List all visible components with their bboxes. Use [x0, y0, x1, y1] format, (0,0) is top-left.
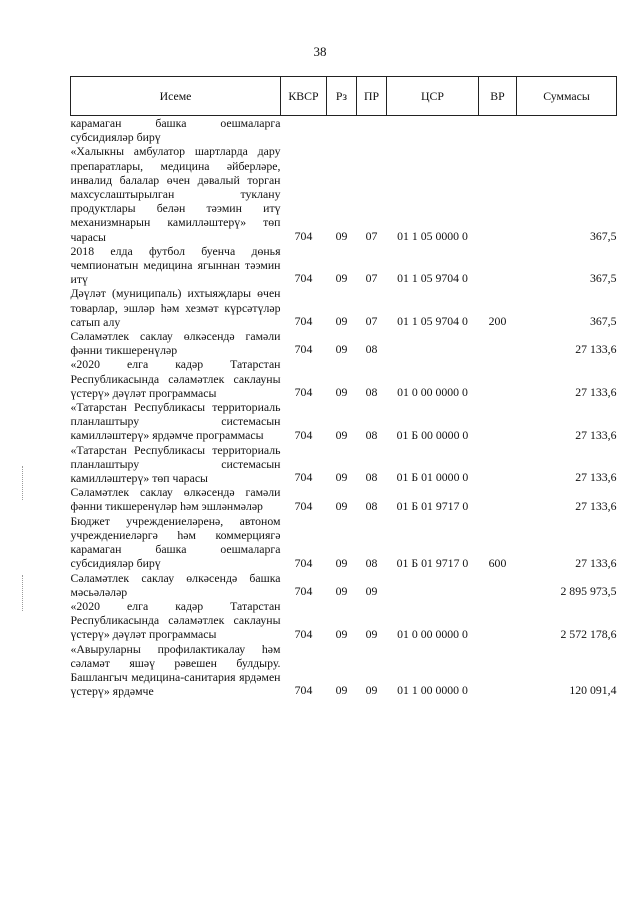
row-rz: 09 — [335, 626, 348, 641]
row-name: Сәламәтлек саклау өлкәсендә гамәли фәнни тикшеренүләр һәм эшләнмәләр — [70, 485, 281, 514]
row-rz: 09 — [335, 342, 348, 357]
row-pr: 07 — [365, 314, 378, 329]
row-kvsr: 704 — [294, 271, 313, 286]
row-pr: 08 — [365, 498, 378, 513]
table-row — [71, 400, 617, 443]
row-pr — [357, 116, 387, 145]
row-pr: 08 — [365, 385, 378, 400]
row-vr: 600 — [488, 555, 507, 570]
row-pr: 08 — [365, 342, 378, 357]
row-sum: 27 133,6 — [575, 385, 617, 400]
row-kvsr: 704 — [294, 427, 313, 442]
row-vr — [479, 116, 517, 145]
row-rz: 09 — [335, 385, 348, 400]
row-kvsr: 704 — [294, 583, 313, 598]
row-vr — [479, 357, 517, 400]
table-row — [71, 286, 617, 329]
row-rz: 09 — [335, 228, 348, 243]
table-row — [71, 485, 617, 513]
row-rz: 09 — [335, 427, 348, 442]
row-vr — [479, 329, 517, 357]
header-kvsr: КВСР — [281, 77, 327, 116]
row-kvsr: 704 — [294, 342, 313, 357]
row-csr: 01 1 05 0000 0 — [397, 228, 468, 243]
row-sum: 2 895 973,5 — [560, 583, 617, 598]
row-kvsr: 704 — [294, 228, 313, 243]
table-row — [71, 116, 617, 145]
row-kvsr — [281, 116, 327, 145]
table-row — [71, 514, 617, 571]
row-csr: 01 Б 01 0000 0 — [396, 470, 469, 485]
row-rz: 09 — [335, 683, 348, 698]
row-sum: 27 133,6 — [575, 555, 617, 570]
row-csr: 01 Б 00 0000 0 — [396, 427, 469, 442]
row-vr — [479, 599, 517, 642]
row-name: Сәламәтлек саклау өлкәсендә гамәли фәнни тикшеренүләр — [70, 329, 281, 358]
row-pr: 09 — [365, 626, 378, 641]
row-vr — [479, 400, 517, 443]
row-csr: 01 0 00 0000 0 — [397, 626, 468, 641]
row-csr — [387, 571, 479, 599]
row-sum: 120 091,4 — [569, 683, 617, 698]
row-pr: 07 — [365, 271, 378, 286]
row-kvsr: 704 — [294, 385, 313, 400]
row-kvsr: 704 — [294, 470, 313, 485]
row-csr — [387, 329, 479, 357]
row-name: Сәламәтлек саклау өлкәсендә башка мәсьәләләр — [70, 570, 281, 599]
binding-margin-marks — [22, 0, 28, 905]
row-pr: 08 — [365, 470, 378, 485]
row-rz: 09 — [335, 314, 348, 329]
row-name: «Авыруларны профилактикалау һәм сәламәт яшәү рәвешен булдыру. Башлангыч медицина-санитария ярдәмен үстерү» ярдәмче — [70, 641, 281, 699]
row-name: «Татарстан Республикасы территориаль планлаштыру системасын камилләштерү» ярдәмче программасы — [70, 400, 281, 443]
row-sum: 27 133,6 — [575, 498, 617, 513]
row-pr: 08 — [365, 555, 378, 570]
row-csr: 01 Б 01 9717 0 — [396, 555, 469, 570]
row-rz: 09 — [335, 271, 348, 286]
row-sum: 367,5 — [589, 228, 617, 243]
row-vr — [479, 571, 517, 599]
table-row — [71, 443, 617, 486]
row-pr: 07 — [365, 228, 378, 243]
row-rz: 09 — [335, 583, 348, 598]
row-name: 2018 елда футбол буенча дөнья чемпионатын медицина ягыннан тәэмин итү — [70, 243, 281, 287]
row-sum: 367,5 — [589, 314, 617, 329]
header-name: Исеме — [71, 77, 281, 116]
row-sum: 27 133,6 — [575, 342, 617, 357]
row-name: карамаган башка оешмаларга субсидияләр бирү — [70, 116, 281, 145]
table-row — [71, 357, 617, 400]
row-rz: 09 — [335, 555, 348, 570]
row-kvsr: 704 — [294, 555, 313, 570]
row-rz: 09 — [335, 498, 348, 513]
row-csr: 01 1 05 9704 0 — [397, 271, 468, 286]
row-name: «2020 елга кадәр Татарстан Республикасында сәламәтлек саклауны үстерү» дәүләт программасы — [70, 357, 281, 400]
row-name: Бюджет учреждениеләренә, автоном учреждениеләргә һәм коммерциягә карамаган башка оешмаларга субсидияләр бирү — [70, 513, 281, 571]
table-row — [71, 329, 617, 357]
row-sum: 367,5 — [589, 271, 617, 286]
row-kvsr: 704 — [294, 626, 313, 641]
row-vr: 200 — [488, 314, 507, 329]
row-csr: 01 Б 01 9717 0 — [396, 498, 469, 513]
row-sum: 2 572 178,6 — [560, 626, 617, 641]
row-vr — [479, 443, 517, 486]
row-vr — [479, 144, 517, 243]
row-name: «Халыкны амбулатор шартларда дару препаратлары, медицина әйберләре, инвалид балалар өчен дәвалый торган махсуслаштырылган туклану продуктлары белән тәэмин итү механизмнарын камилләштерү» төп чарасы — [70, 144, 281, 244]
row-sum — [517, 116, 617, 145]
row-pr: 09 — [365, 683, 378, 698]
header-pr: ПР — [357, 77, 387, 116]
table-row — [71, 244, 617, 287]
row-kvsr: 704 — [294, 314, 313, 329]
header-vr: ВР — [479, 77, 517, 116]
row-kvsr: 704 — [294, 683, 313, 698]
row-pr: 09 — [365, 583, 378, 598]
row-name: «2020 елга кадәр Татарстан Республикасында сәламәтлек саклауны үстерү» дәүләт программасы — [70, 598, 281, 642]
header-sum: Суммасы — [517, 77, 617, 116]
row-kvsr: 704 — [294, 498, 313, 513]
row-name: «Татарстан Республикасы территориаль планлаштыру системасын камилләштерү» төп чарасы — [70, 442, 281, 486]
row-vr — [479, 485, 517, 513]
row-sum: 27 133,6 — [575, 470, 617, 485]
row-csr — [387, 116, 479, 145]
table-row — [71, 144, 617, 243]
table-header-row — [71, 77, 617, 116]
table-row — [71, 571, 617, 599]
row-vr — [479, 244, 517, 287]
row-vr — [479, 642, 517, 699]
table-row — [71, 642, 617, 699]
row-sum: 27 133,6 — [575, 427, 617, 442]
budget-table — [70, 76, 617, 698]
row-csr: 01 1 05 9704 0 — [397, 314, 468, 329]
page-number: 38 — [313, 44, 327, 59]
row-name: Дәүләт (муниципаль) ихтыяҗлары өчен товарлар, эшләр һәм хезмәт күрсәтүләр сатып алу — [70, 286, 281, 329]
row-pr: 08 — [365, 427, 378, 442]
row-rz — [327, 116, 357, 145]
row-rz: 09 — [335, 470, 348, 485]
table-row — [71, 599, 617, 642]
header-csr: ЦСР — [387, 77, 479, 116]
row-csr: 01 0 00 0000 0 — [397, 385, 468, 400]
row-csr: 01 1 00 0000 0 — [397, 683, 468, 698]
header-rz: Рз — [327, 77, 357, 116]
